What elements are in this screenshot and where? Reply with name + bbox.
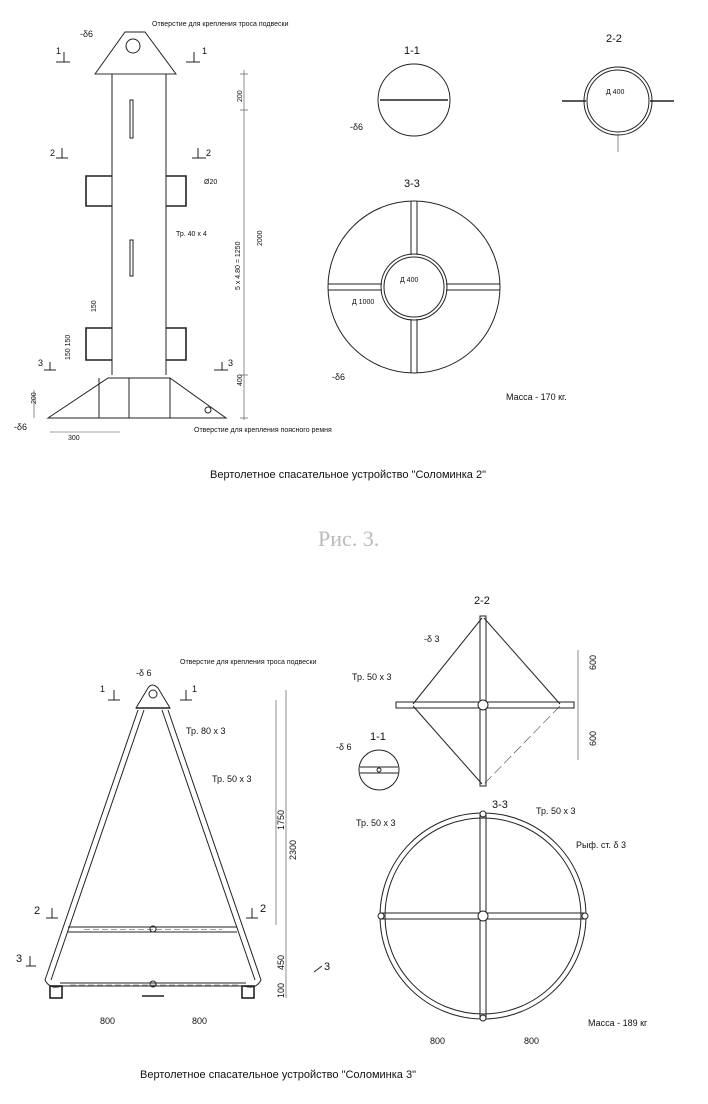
sec33-pipe-left: Тр. 50 x 3	[356, 818, 396, 828]
dim-100: 100	[276, 982, 286, 998]
section-2-2-title: 2-2	[606, 33, 622, 45]
section-3-3	[328, 201, 500, 373]
section-1-1-thick: -δ6	[350, 122, 364, 132]
note-cable-bottom: Отверстие для крепления троса подвески	[180, 659, 317, 666]
dim-2300: 2300	[288, 839, 298, 860]
dim-800-c: 800	[430, 1036, 446, 1046]
dim-200-top: 200	[237, 90, 244, 102]
dim-600-a: 600	[588, 654, 598, 670]
pipe80-label: Тр. 80 x 3	[186, 726, 226, 736]
section-2-2	[562, 67, 674, 152]
pipe50-label: Тр. 50 x 3	[212, 774, 252, 784]
section-3-3-thick: -δ6	[332, 372, 346, 382]
cut3-right: 3	[228, 358, 234, 368]
cut1-left-b: 1	[100, 684, 106, 694]
sec11-bottom-title: 1-1	[370, 731, 386, 743]
mass-top: Масса - 170 кг.	[506, 392, 567, 402]
cut3-left: 3	[38, 358, 44, 368]
figure-label: Рис. 3.	[318, 526, 380, 551]
sec22-thick: -δ 3	[424, 634, 440, 644]
dim-600-b: 600	[588, 730, 598, 746]
cut1-left: 1	[56, 46, 62, 56]
cut3-right-b: 3	[324, 961, 331, 973]
cut1-right: 1	[202, 46, 208, 56]
caption-solominka2: Вертолетное спасательное устройство "Соломинка 2"	[210, 469, 486, 481]
section-1-1-title: 1-1	[404, 45, 420, 57]
thick-bottom: -δ 6	[136, 668, 152, 678]
cut1-right-b: 1	[192, 684, 198, 694]
dim-left-150: 150 150	[65, 334, 72, 360]
cut3-left-b: 3	[16, 953, 23, 965]
dim-450: 450	[276, 954, 286, 970]
section-3-3-title: 3-3	[404, 178, 420, 190]
cut2-left-b: 2	[34, 905, 41, 917]
mass-bottom: Масса - 189 кг	[588, 1018, 648, 1028]
solominka2-elevation	[34, 32, 248, 432]
dim-total: 2000	[257, 230, 264, 246]
sec33-pipe-right: Тр. 50 x 3	[536, 806, 576, 816]
section-1-1-small	[359, 750, 399, 790]
section-3-3-inner: Д 400	[400, 277, 419, 284]
sec11-thick: -δ 6	[336, 742, 352, 752]
sec22-pipe: Тр. 50 x 3	[352, 672, 392, 682]
cut2-left: 2	[50, 148, 56, 158]
dim-left-200: 200	[31, 392, 38, 404]
thickness-label: -δ6	[80, 29, 94, 39]
section-3-3-outer: Д 1000	[352, 299, 375, 306]
dim-300: 300	[68, 435, 80, 442]
dim-800-a: 800	[100, 1016, 116, 1026]
sec33-ruf: Рыф. ст. δ 3	[576, 840, 627, 850]
note-top-cable: Отверстие для крепления троса подвески	[152, 21, 289, 28]
sec22-bottom-title: 2-2	[474, 595, 490, 607]
section-2-2-diam: Д 400	[606, 89, 625, 96]
section-1-1	[378, 64, 450, 136]
dim-150: 150	[91, 300, 98, 312]
dim-800-b: 800	[192, 1016, 208, 1026]
note-bottom-belt: Отверстие для крепления поясного ремня	[194, 427, 332, 434]
dim-1750: 1750	[276, 809, 286, 830]
cut2-right-b: 2	[260, 903, 267, 915]
dim-chain: 5 x 4.80 = 1250	[235, 241, 242, 290]
dim-400: 400	[237, 374, 244, 386]
sec33-bottom-title: 3-3	[492, 799, 508, 811]
pipe-label: Тр. 40 x 4	[176, 231, 207, 238]
caption-solominka3: Вертолетное спасательное устройство "Соломинка 3"	[140, 1069, 416, 1081]
thickness-label-base: -δ6	[14, 422, 28, 432]
section-3-3-ring	[378, 811, 588, 1021]
dim-20: Ø20	[204, 179, 218, 186]
dim-800-d: 800	[524, 1036, 540, 1046]
solominka3-elevation	[26, 685, 322, 998]
cut2-right: 2	[206, 148, 212, 158]
